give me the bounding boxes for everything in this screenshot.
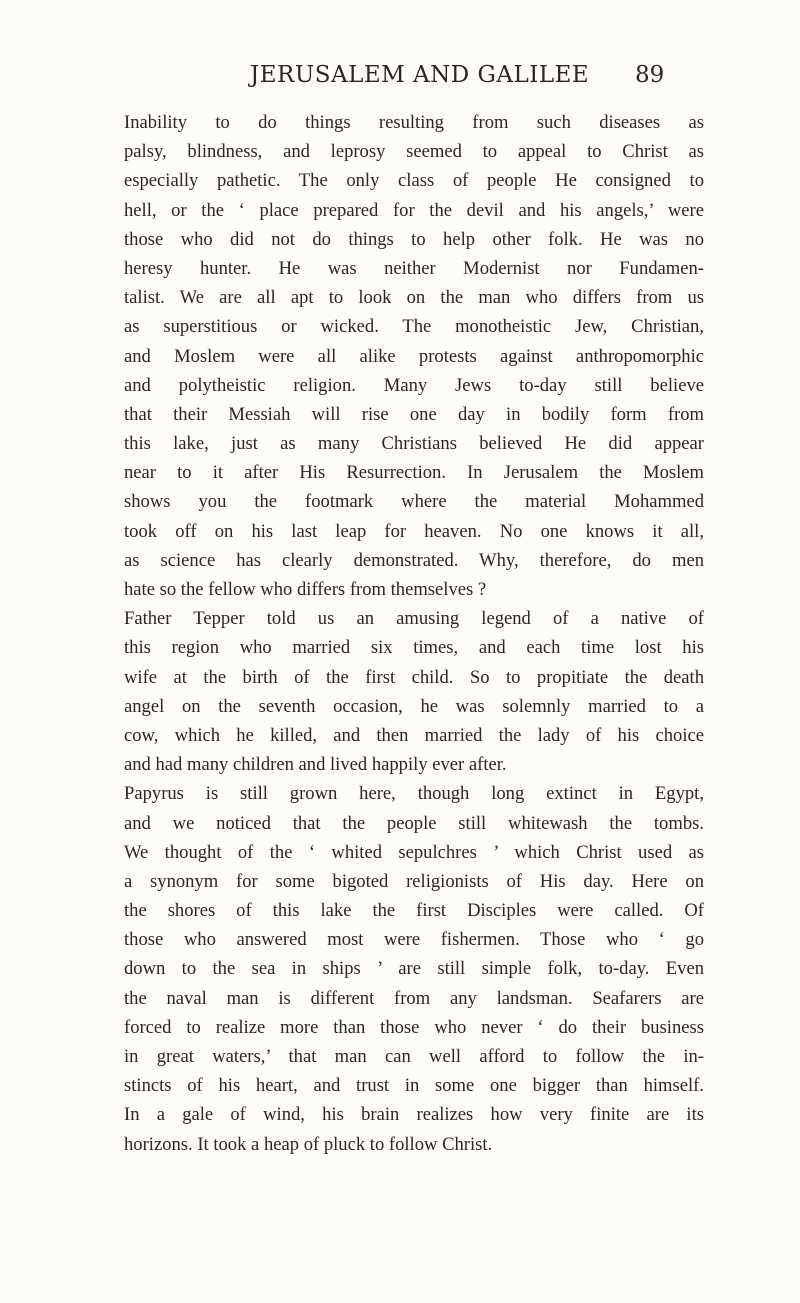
text-line: and polytheistic religion. Many Jews to-day still believe: [124, 374, 704, 396]
text-line: this region who married six times, and each time lost his: [124, 637, 704, 659]
text-line: heresy hunter. He was neither Modernist nor Fundamen-: [124, 257, 704, 279]
text-line: the naval man is different from any landsman. Seafarers are: [124, 987, 704, 1009]
text-line: down to the sea in ships ’ are still simple folk, to-day. Even: [124, 958, 704, 980]
text-line: cow, which he killed, and then married the lady of his choice: [124, 724, 704, 746]
text-line: near to it after His Resurrection. In Jerusalem the Moslem: [124, 462, 704, 484]
text-line: and Moslem were all alike protests against anthropomorphic: [124, 345, 704, 367]
text-line: In a gale of wind, his brain realizes how very finite are its: [124, 1104, 704, 1126]
text-line: horizons. It took a heap of pluck to follow Christ.: [124, 1133, 493, 1155]
page-number: 89: [635, 62, 665, 88]
text-line: this lake, just as many Christians believed He did appear: [124, 433, 704, 455]
body-text: [124, 108, 704, 1159]
running-title: JERUSALEM AND GALILEE: [250, 62, 590, 88]
text-line: angel on the seventh occasion, he was solemnly married to a: [124, 695, 704, 717]
text-line: wife at the birth of the first child. So to propitiate the death: [124, 666, 704, 688]
text-line: that their Messiah will rise one day in bodily form from: [124, 403, 704, 425]
text-line: Father Tepper told us an amusing legend of a native of: [124, 608, 704, 630]
text-line: hell, or the ‘ place prepared for the devil and his angels,’ were: [124, 199, 704, 221]
text-line: as superstitious or wicked. The monotheistic Jew, Christian,: [124, 316, 704, 338]
text-line: and had many children and lived happily ever after.: [124, 754, 507, 776]
text-line: those who did not do things to help other folk. He was no: [124, 228, 704, 250]
text-line: took off on his last leap for heaven. No one knows it all,: [124, 520, 704, 542]
text-line: stincts of his heart, and trust in some one bigger than himself.: [124, 1075, 704, 1097]
text-line: forced to realize more than those who never ‘ do their business: [124, 1016, 704, 1038]
text-line: a synonym for some bigoted religionists of His day. Here on: [124, 870, 704, 892]
text-line: those who answered most were fishermen. Those who ‘ go: [124, 929, 704, 951]
text-line: as science has clearly demonstrated. Why, therefore, do men: [124, 549, 704, 571]
text-line: and we noticed that the people still whitewash the tombs.: [124, 812, 704, 834]
text-line: Inability to do things resulting from such diseases as: [124, 112, 704, 133]
text-line: hate so the fellow who differs from themselves ?: [124, 579, 487, 600]
text-line: the shores of this lake the first Disciples were called. Of: [124, 900, 704, 922]
text-line: Papyrus is still grown here, though long extinct in Egypt,: [124, 783, 704, 805]
text-line: in great waters,’ that man can well afford to follow the in-: [124, 1046, 704, 1067]
text-line: palsy, blindness, and leprosy seemed to appeal to Christ as: [124, 141, 704, 163]
text-line: especially pathetic. The only class of people He consigned to: [124, 170, 704, 192]
page-header: [0, 62, 800, 98]
text-line: talist. We are all apt to look on the man who differs from us: [124, 287, 704, 309]
text-line: We thought of the ‘ whited sepulchres ’ which Christ used as: [124, 841, 704, 863]
text-line: shows you the footmark where the material Mohammed: [124, 491, 704, 513]
